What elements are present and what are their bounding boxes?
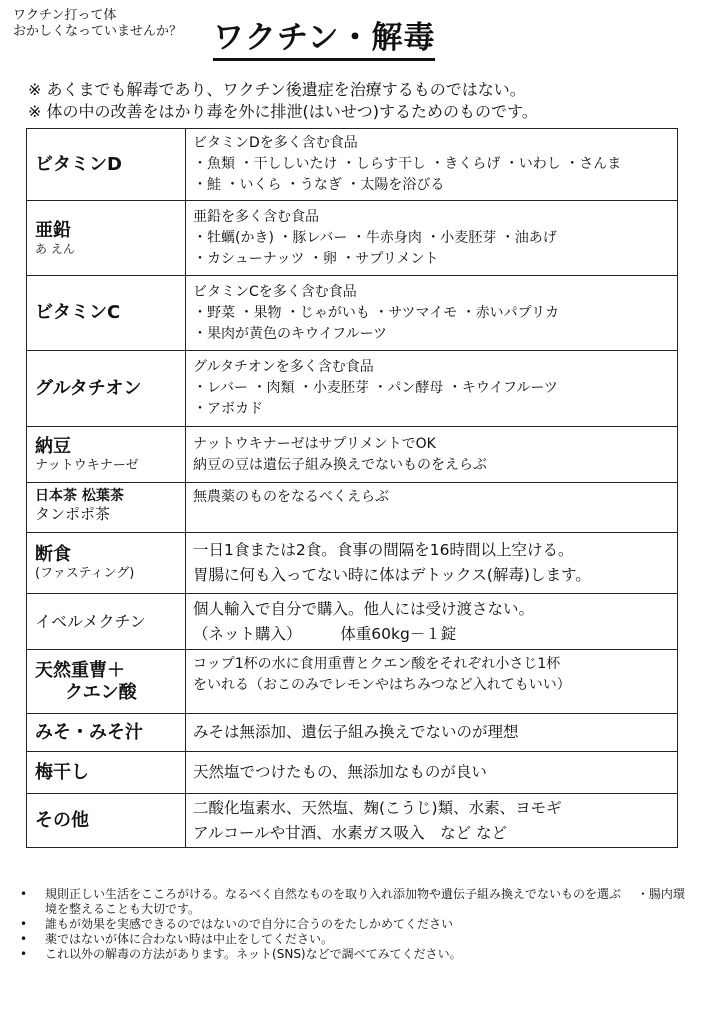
row-text: をいれる（おこのみでレモンやはちみつなど入れてもいい） [193, 677, 571, 693]
bullet-text: 規則正しい生活をこころがける。なるべく自然なものを取り入れ添加物や遺伝子組み換えでないものを選ぶ ・腸内環境を整えることも大切です。 [45, 887, 685, 916]
list-item [20, 947, 690, 962]
row-text: コップ1杯の水に食用重曹とクエン酸をそれぞれ小さじ1杯 [193, 656, 561, 672]
page-title: ワクチン・解毒 [213, 18, 435, 61]
bullet-icon: • [20, 947, 28, 961]
row-text: 二酸化塩素水、天然塩、麹(こうじ)類、水素、ヨモギ [193, 798, 562, 817]
bullet-list [20, 887, 690, 962]
table-row [27, 650, 678, 714]
row-text: ・魚類 ・干ししいたけ ・しらす干し ・きくらげ ・いわし ・さんま [193, 156, 622, 172]
note-line: ※ 体の中の改善をはかり毒を外に排泄(はいせつ)するためのものです。 [28, 102, 538, 121]
row-text: 胃腸に何も入ってない時に体はデトックス(解毒)します。 [193, 566, 591, 584]
row-sublabel: (ファスティング) [35, 566, 135, 581]
row-label: 天然重曹＋ [35, 659, 125, 681]
corner-line: おかしくなっていませんか？ [13, 24, 183, 39]
table-row [27, 129, 678, 201]
row-label: ビタミンC [35, 302, 121, 323]
row-sublabel: ナットウキナーゼ [35, 457, 139, 473]
row-text: みそは無添加、遺伝子組み換えでないのが理想 [193, 723, 519, 741]
row-text: グルタチオンを多く含む食品 [193, 359, 374, 375]
row-label: 亜鉛 [35, 220, 71, 241]
row-label: 断食 [35, 544, 71, 565]
row-label: グルタチオン [35, 377, 142, 399]
table-row [27, 276, 678, 351]
bullet-icon: • [20, 917, 28, 931]
row-label: 納豆 [35, 435, 71, 457]
row-text: 無農薬のものをなるべくえらぶ [193, 489, 389, 505]
row-text: アルコールや甘酒、水素ガス吸入 など など [193, 823, 507, 842]
list-item [20, 917, 690, 932]
table-row [27, 351, 678, 427]
row-text: ・牡蠣(かき) ・豚レバー ・牛赤身肉 ・小麦胚芽 ・油あげ [193, 229, 557, 246]
row-text: （ネット購入） 体重60kg－１錠 [193, 624, 457, 643]
bullet-icon: • [20, 932, 28, 946]
row-sublabel: タンポポ茶 [35, 505, 111, 523]
row-text: 一日1食または2食。食事の間隔を16時間以上空ける。 [193, 541, 574, 559]
row-label: その他 [35, 809, 89, 831]
row-text: ・果肉が黄色のキウイフルーツ [193, 325, 388, 342]
bullet-text: 誰もが効果を実感できるのではないので自分に合うのをたしかめてください [45, 917, 454, 931]
table-row [27, 201, 678, 276]
row-text: 天然塩でつけたもの、無添加なものが良い [193, 763, 487, 781]
table-row [27, 483, 678, 533]
table-row [27, 714, 678, 752]
row-label: ビタミンD [35, 153, 122, 175]
list-item [20, 932, 690, 947]
row-text: 亜鉛を多く含む食品 [193, 208, 319, 225]
bullet-icon: • [20, 887, 28, 901]
bullet-text: 薬ではないが体に合わない時は中止をしてください。 [45, 932, 334, 946]
row-label: 梅干し [35, 761, 89, 783]
table-row [27, 594, 678, 650]
note-line: ※ あくまでも解毒であり、ワクチン後遺症を治療するものではない。 [28, 80, 526, 99]
row-text: ・カシューナッツ ・卵 ・サプリメント [193, 250, 439, 267]
table-row [27, 427, 678, 483]
row-text: ・レバー ・肉類 ・小麦胚芽 ・パン酵母 ・キウイフルーツ [193, 380, 558, 396]
row-text: ・アボカド [193, 401, 263, 417]
row-text: 納豆の豆は遺伝子組み換えでないものをえらぶ [193, 456, 487, 473]
detox-table [26, 128, 678, 848]
row-label: イベルメクチン [35, 612, 146, 631]
row-text: ・野菜 ・果物 ・じゃがいも ・サツマイモ ・赤いパプリカ [193, 304, 559, 321]
notes [28, 79, 538, 123]
table-row [27, 794, 678, 848]
row-sublabel: クエン酸 [65, 681, 137, 703]
table-row [27, 752, 678, 794]
row-label: みそ・みそ汁 [35, 721, 143, 743]
list-item [20, 887, 690, 917]
row-text: ビタミンCを多く含む食品 [193, 283, 357, 300]
row-label: 日本茶 松葉茶 [35, 488, 124, 504]
row-text: ビタミンDを多く含む食品 [193, 135, 358, 151]
row-sublabel: あ えん [35, 242, 75, 256]
bullet-text: これ以外の解毒の方法があります。ネット(SNS)などで調べてみてください。 [45, 947, 462, 961]
row-text: ・鮭 ・いくら ・うなぎ ・太陽を浴びる [193, 177, 445, 193]
row-text: 個人輸入で自分で購入。他人には受け渡さない。 [193, 599, 535, 618]
row-text: ナットウキナーゼはサプリメントでOK [193, 435, 436, 452]
table-row [27, 533, 678, 594]
corner-caption [13, 8, 182, 40]
corner-line: ワクチン打って体 [13, 8, 117, 23]
